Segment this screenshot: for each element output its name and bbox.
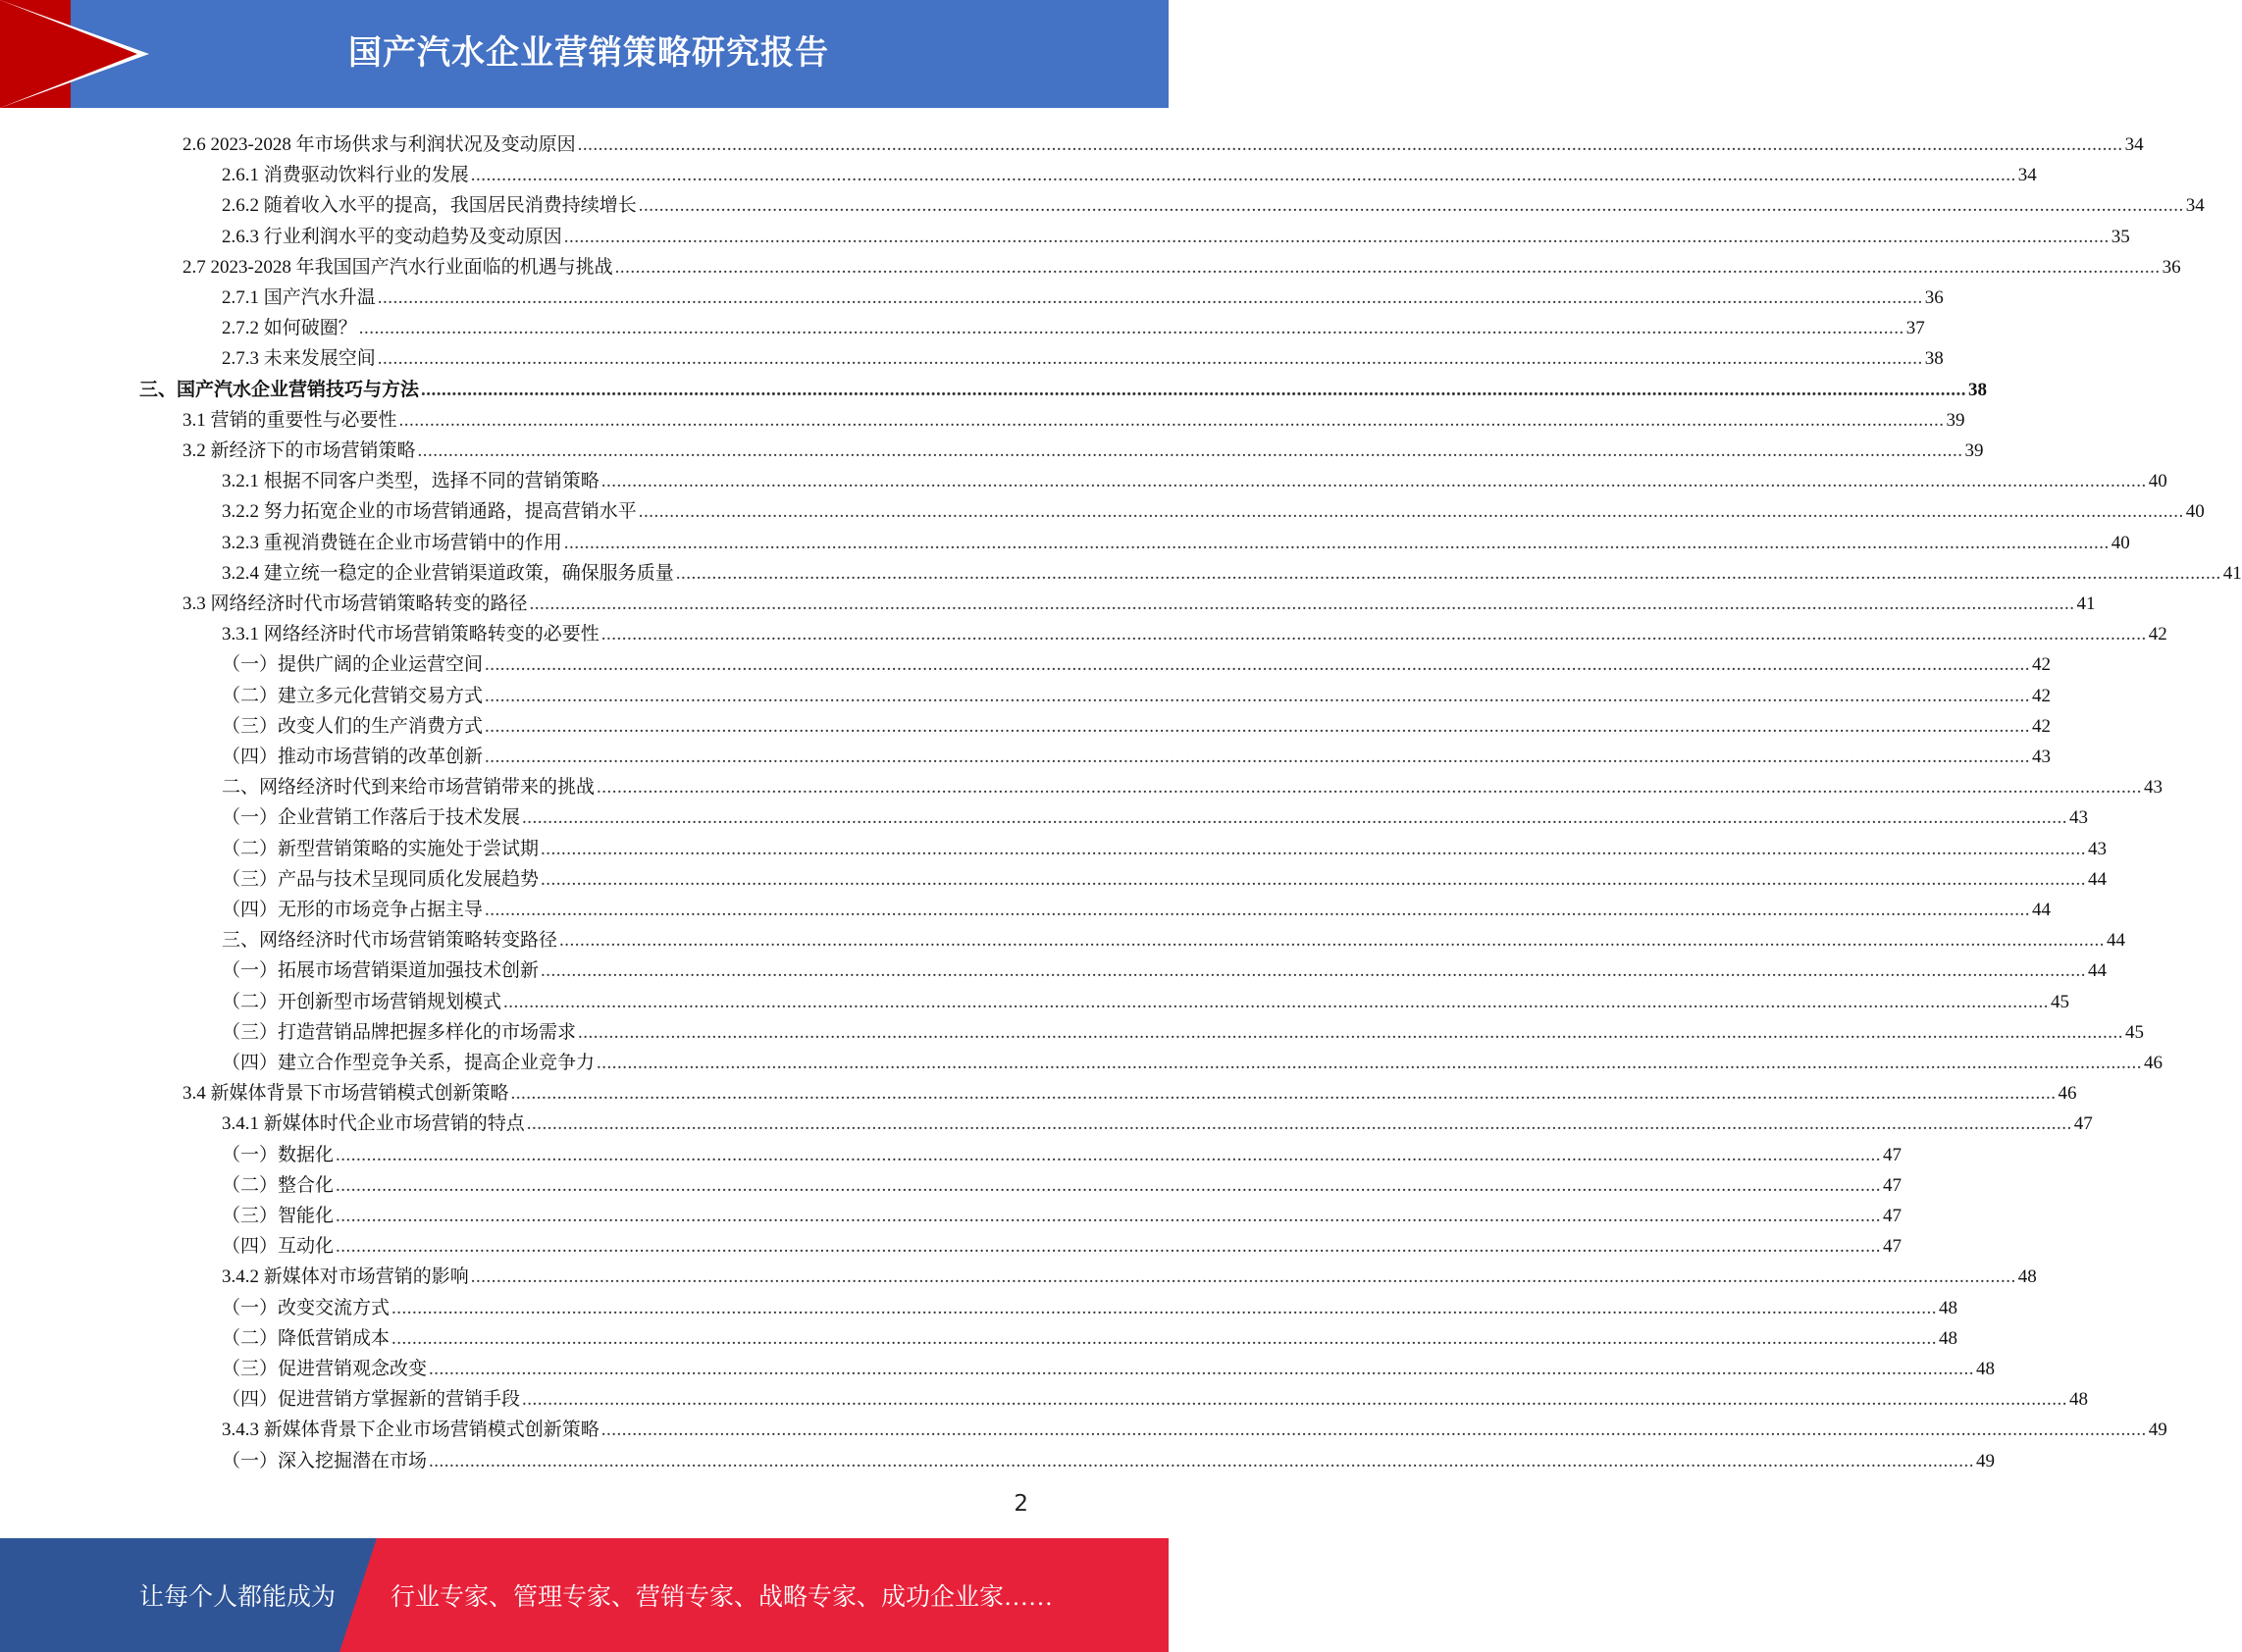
toc-leader-dots: ............................................................................................................................................................................................................................................................................................................ xyxy=(541,868,2087,890)
toc-entry-title: （四）推动市场营销的改革创新 xyxy=(222,747,484,767)
toc-entry-page: 48 xyxy=(1976,1359,1996,1379)
toc-leader-dots: ............................................................................................................................................................................................................................................................................................................ xyxy=(358,318,1904,339)
header-chevron-arrow xyxy=(0,0,137,108)
toc-leader-dots: ............................................................................................................................................................................................................................................................................................................ xyxy=(485,685,2031,706)
toc-entry[interactable] xyxy=(222,645,2052,676)
toc-leader-dots: ............................................................................................................................................................................................................................................................................................................ xyxy=(429,1450,1975,1471)
toc-entry-page: 42 xyxy=(2032,715,2052,737)
toc-entry-page: 44 xyxy=(2032,900,2052,920)
toc-entry-title: （三）产品与技术呈现同质化发展趋势 xyxy=(222,868,540,890)
toc-entry-title: （三）智能化 xyxy=(222,1206,335,1226)
toc-leader-dots: ............................................................................................................................................................................................................................................................................................................ xyxy=(600,471,2147,492)
page-header xyxy=(0,0,1169,108)
toc-entry-page: 36 xyxy=(1924,287,1944,308)
toc-entry-title: 3.2.1 根据不同客户类型，选择不同的营销策略 xyxy=(222,471,600,492)
toc-leader-dots: ............................................................................................................................................................................................................................................................................................................ xyxy=(336,1144,1882,1165)
toc-entry[interactable] xyxy=(182,585,2096,615)
toc-entry-page: 40 xyxy=(2148,471,2167,492)
toc-entry-title: 3.3.1 网络经济时代市场营销策略转变的必要性 xyxy=(222,624,600,645)
toc-leader-dots: ............................................................................................................................................................................................................................................................................................................ xyxy=(485,900,2031,920)
toc-entry-page: 34 xyxy=(2185,195,2205,217)
toc-entry[interactable] xyxy=(222,1319,1958,1350)
toc-leader-dots: ............................................................................................................................................................................................................................................................................................................ xyxy=(391,1327,1938,1349)
toc-entry[interactable] xyxy=(182,401,1965,432)
toc-leader-dots: ............................................................................................................................................................................................................................................................................................................ xyxy=(578,1021,2124,1043)
toc-entry-page: 40 xyxy=(2185,501,2205,523)
toc-entry-page: 48 xyxy=(1939,1327,1958,1349)
toc-entry-title: （二）开创新型市场营销规划模式 xyxy=(222,991,502,1012)
report-title: 国产汽水企业营销策略研究报告 xyxy=(348,33,829,73)
toc-leader-dots: ............................................................................................................................................................................................................................................................................................................ xyxy=(377,287,1923,308)
toc-entry[interactable] xyxy=(222,1350,1996,1380)
toc-entry[interactable] xyxy=(222,156,2037,186)
toc-entry-page: 42 xyxy=(2032,685,2052,706)
toc-entry-page: 43 xyxy=(2032,747,2052,767)
toc-leader-dots: ............................................................................................................................................................................................................................................................................................................ xyxy=(510,1083,2057,1105)
toc-leader-dots: ............................................................................................................................................................................................................................................................................................................ xyxy=(600,624,2147,645)
toc-entry-page: 47 xyxy=(1883,1206,1903,1226)
toc-entry-title: 2.6 2023-2028 年市场供求与利润状况及变动原因 xyxy=(182,134,576,155)
toc-entry-title: （四）互动化 xyxy=(222,1236,335,1258)
toc-entry-title: 3.4.1 新媒体时代企业市场营销的特点 xyxy=(222,1113,525,1135)
toc-entry-title: （三）改变人们的生产消费方式 xyxy=(222,715,484,737)
toc-entry-title: （四）促进营销方掌握新的营销手段 xyxy=(222,1389,521,1411)
toc-entry-title: 三、网络经济时代市场营销策略转变路径 xyxy=(222,930,558,952)
toc-entry[interactable] xyxy=(182,126,2144,156)
toc-entry-page: 34 xyxy=(2124,134,2144,155)
toc-entry[interactable] xyxy=(222,309,1925,339)
toc-entry-title: 3.2.4 建立统一稳定的企业营销渠道政策，确保服务质量 xyxy=(222,562,674,584)
toc-leader-dots: ............................................................................................................................................................................................................................................................................................................ xyxy=(541,960,2087,982)
toc-leader-dots: ............................................................................................................................................................................................................................................................................................................ xyxy=(526,1113,2072,1135)
toc-entry-title: （一）提供广阔的企业运营空间 xyxy=(222,654,484,676)
toc-entry[interactable] xyxy=(222,1227,1903,1258)
toc-entry[interactable] xyxy=(222,1136,1903,1166)
toc-entry[interactable] xyxy=(222,1105,2093,1135)
toc-entry-page: 46 xyxy=(2144,1053,2164,1073)
toc-entry[interactable] xyxy=(182,1074,2077,1105)
toc-entry-page: 38 xyxy=(1968,379,1988,400)
toc-entry-page: 34 xyxy=(2017,165,2037,186)
toc-entry-title: （一）拓展市场营销渠道加强技术创新 xyxy=(222,960,540,982)
toc-entry[interactable] xyxy=(222,860,2108,891)
toc-leader-dots: ............................................................................................................................................................................................................................................................................................................ xyxy=(563,226,2110,247)
toc-leader-dots: ............................................................................................................................................................................................................................................................................................................ xyxy=(559,930,2106,952)
toc-entry-page: 47 xyxy=(1883,1144,1903,1165)
toc-entry[interactable] xyxy=(222,186,2205,217)
toc-entry-title: 2.7.2 如何破圈？ xyxy=(222,318,357,339)
toc-leader-dots: ............................................................................................................................................................................................................................................................................................................ xyxy=(522,807,2068,829)
toc-entry-page: 47 xyxy=(2073,1113,2093,1135)
toc-entry[interactable] xyxy=(222,279,1944,309)
toc-leader-dots: ............................................................................................................................................................................................................................................................................................................ xyxy=(485,747,2031,767)
toc-leader-dots: ............................................................................................................................................................................................................................................................................................................ xyxy=(541,838,2087,859)
toc-entry-title: 2.7.1 国产汽水升温 xyxy=(222,287,376,308)
toc-entry-title: 2.7 2023-2028 年我国国产汽水行业面临的机遇与挑战 xyxy=(182,256,613,278)
toc-leader-dots: ............................................................................................................................................................................................................................................................................................................ xyxy=(377,348,1923,370)
toc-entry-page: 45 xyxy=(2125,1021,2145,1043)
toc-entry-title: （四）无形的市场竞争占据主导 xyxy=(222,900,484,920)
toc-entry[interactable] xyxy=(222,830,2108,860)
toc-entry[interactable] xyxy=(222,1442,1996,1472)
toc-entry[interactable] xyxy=(222,1411,2167,1441)
toc-leader-dots: ............................................................................................................................................................................................................................................................................................................ xyxy=(529,594,2075,614)
toc-entry[interactable] xyxy=(139,371,1988,401)
toc-entry-title: 3.2.2 努力拓宽企业的市场营销通路，提高营销水平 xyxy=(222,501,637,523)
toc-entry-page: 39 xyxy=(1964,440,1984,461)
toc-entry[interactable] xyxy=(222,921,2126,952)
toc-entry-page: 39 xyxy=(1946,409,1965,431)
toc-entry-page: 43 xyxy=(2088,838,2108,859)
toc-entry-title: （二）建立多元化营销交易方式 xyxy=(222,685,484,706)
toc-entry-title: 2.7.3 未来发展空间 xyxy=(222,348,376,370)
toc-entry-title: （四）建立合作型竞争关系，提高企业竞争力 xyxy=(222,1053,596,1073)
toc-entry[interactable] xyxy=(222,462,2167,492)
toc-entry-page: 41 xyxy=(2222,562,2242,584)
toc-entry[interactable] xyxy=(222,554,2242,585)
toc-entry-page: 45 xyxy=(2051,991,2070,1012)
toc-leader-dots: ............................................................................................................................................................................................................................................................................................................ xyxy=(522,1389,2068,1411)
toc-entry[interactable] xyxy=(222,1258,2037,1288)
toc-entry[interactable] xyxy=(182,432,1984,462)
toc-entry-page: 48 xyxy=(1939,1297,1958,1318)
toc-entry[interactable] xyxy=(222,1044,2164,1074)
toc-entry-page: 43 xyxy=(2069,807,2089,829)
toc-entry[interactable] xyxy=(222,524,2130,554)
toc-entry[interactable] xyxy=(222,738,2052,768)
toc-leader-dots: ............................................................................................................................................................................................................................................................................................................ xyxy=(577,134,2123,155)
toc-entry[interactable] xyxy=(222,615,2167,645)
toc-entry[interactable] xyxy=(222,707,2052,738)
toc-entry-title: 二、网络经济时代到来给市场营销带来的挑战 xyxy=(222,777,596,799)
toc-leader-dots: ............................................................................................................................................................................................................................................................................................................ xyxy=(429,1359,1975,1379)
toc-entry-title: （二）新型营销策略的实施处于尝试期 xyxy=(222,838,540,859)
toc-entry-title: （三）打造营销品牌把握多样化的市场需求 xyxy=(222,1021,577,1043)
toc-entry[interactable] xyxy=(222,1380,2089,1411)
toc-leader-dots: ............................................................................................................................................................................................................................................................................................................ xyxy=(597,777,2143,799)
toc-entry-title: 3.2 新经济下的市场营销策略 xyxy=(182,440,416,461)
toc-entry-title: （二）降低营销成本 xyxy=(222,1327,391,1349)
footer-blue-slant xyxy=(339,1538,377,1652)
toc-entry-page: 40 xyxy=(2111,532,2130,553)
toc-entry-title: 3.4.2 新媒体对市场营销的影响 xyxy=(222,1266,469,1288)
toc-entry[interactable] xyxy=(222,799,2089,829)
page-footer xyxy=(0,1538,1169,1652)
toc-entry[interactable] xyxy=(222,218,2130,248)
toc-entry[interactable] xyxy=(222,952,2108,982)
toc-entry-title: 2.6.1 消费驱动饮料行业的发展 xyxy=(222,165,469,186)
toc-entry-page: 47 xyxy=(1883,1174,1903,1196)
toc-entry-page: 42 xyxy=(2148,624,2167,645)
toc-entry-page: 49 xyxy=(2148,1420,2167,1441)
toc-leader-dots: ............................................................................................................................................................................................................................................................................................................ xyxy=(336,1236,1882,1258)
toc-entry[interactable] xyxy=(222,768,2164,799)
toc-leader-dots: ............................................................................................................................................................................................................................................................................................................ xyxy=(638,501,2184,523)
toc-entry-title: 三、国产汽水企业营销技巧与方法 xyxy=(139,379,420,400)
toc-leader-dots: ............................................................................................................................................................................................................................................................................................................ xyxy=(470,165,2016,186)
toc-leader-dots: ............................................................................................................................................................................................................................................................................................................ xyxy=(336,1174,1882,1196)
toc-entry-page: 44 xyxy=(2107,930,2126,952)
toc-entry-page: 48 xyxy=(2017,1266,2037,1288)
toc-leader-dots: ............................................................................................................................................................................................................................................................................................................ xyxy=(417,440,1963,461)
footer-slogan-right: 行业专家、管理专家、营销专家、战略专家、成功企业家…… xyxy=(391,1584,1054,1611)
toc-leader-dots: ............................................................................................................................................................................................................................................................................................................ xyxy=(614,256,2161,278)
toc-entry-title: （三）促进营销观念改变 xyxy=(222,1359,428,1379)
toc-entry-title: （一）深入挖掘潜在市场 xyxy=(222,1450,428,1471)
toc-entry-page: 48 xyxy=(2069,1389,2089,1411)
toc-entry-page: 44 xyxy=(2088,868,2108,890)
toc-entry[interactable] xyxy=(182,248,2181,279)
toc-leader-dots: ............................................................................................................................................................................................................................................................................................................ xyxy=(600,1420,2147,1441)
toc-leader-dots: ............................................................................................................................................................................................................................................................................................................ xyxy=(597,1053,2143,1073)
toc-leader-dots: ............................................................................................................................................................................................................................................................................................................ xyxy=(485,654,2031,676)
toc-entry-page: 49 xyxy=(1976,1450,1996,1471)
toc-entry[interactable] xyxy=(222,983,2070,1013)
toc-entry[interactable] xyxy=(222,1013,2145,1044)
toc-entry[interactable] xyxy=(222,1289,1958,1319)
toc-entry-page: 44 xyxy=(2088,960,2108,982)
toc-entry-page: 43 xyxy=(2144,777,2164,799)
toc-entry-title: 3.2.3 重视消费链在企业市场营销中的作用 xyxy=(222,532,562,553)
toc-entry[interactable] xyxy=(222,1166,1903,1197)
toc-entry-page: 47 xyxy=(1883,1236,1903,1258)
toc-entry[interactable] xyxy=(222,339,1944,370)
toc-entry-title: 3.4.3 新媒体背景下企业市场营销模式创新策略 xyxy=(222,1420,600,1441)
toc-entry[interactable] xyxy=(222,891,2052,921)
toc-entry-title: 2.6.3 行业利润水平的变动趋势及变动原因 xyxy=(222,226,562,247)
toc-entry-page: 41 xyxy=(2076,594,2096,614)
toc-leader-dots: ............................................................................................................................................................................................................................................................................................................ xyxy=(675,562,2221,584)
toc-leader-dots: ............................................................................................................................................................................................................................................................................................................ xyxy=(563,532,2110,553)
toc-entry-title: 2.6.2 随着收入水平的提高，我国居民消费持续增长 xyxy=(222,195,637,217)
toc-entry-page: 42 xyxy=(2032,654,2052,676)
toc-entry[interactable] xyxy=(222,492,2205,523)
toc-entry-page: 37 xyxy=(1905,318,1925,339)
toc-leader-dots: ............................................................................................................................................................................................................................................................................................................ xyxy=(336,1206,1882,1226)
toc-entry-page: 35 xyxy=(2111,226,2130,247)
toc-leader-dots: ............................................................................................................................................................................................................................................................................................................ xyxy=(398,409,1945,431)
toc-entry-page: 46 xyxy=(2058,1083,2077,1105)
toc-leader-dots: ............................................................................................................................................................................................................................................................................................................ xyxy=(638,195,2184,217)
toc-leader-dots: ............................................................................................................................................................................................................................................................................................................ xyxy=(470,1266,2016,1288)
toc-entry-title: 3.4 新媒体背景下市场营销模式创新策略 xyxy=(182,1083,509,1105)
toc-entry-title: （一）企业营销工作落后于技术发展 xyxy=(222,807,521,829)
toc-entry-page: 36 xyxy=(2162,256,2181,278)
page-number: 2 xyxy=(1014,1491,1028,1517)
toc-entry-page: 38 xyxy=(1924,348,1944,370)
toc-entry-title: （一）改变交流方式 xyxy=(222,1297,391,1318)
footer-slogan-left: 让每个人都能成为 xyxy=(139,1584,337,1611)
toc-entry-title: 3.3 网络经济时代市场营销策略转变的路径 xyxy=(182,594,528,614)
toc-leader-dots: ............................................................................................................................................................................................................................................................................................................ xyxy=(421,379,1967,400)
toc-entry-title: 3.1 营销的重要性与必要性 xyxy=(182,409,397,431)
toc-entry[interactable] xyxy=(222,1197,1903,1227)
toc-leader-dots: ............................................................................................................................................................................................................................................................................................................ xyxy=(391,1297,1938,1318)
toc-leader-dots: ............................................................................................................................................................................................................................................................................................................ xyxy=(503,991,2050,1012)
toc-entry-title: （二）整合化 xyxy=(222,1174,335,1196)
toc-leader-dots: ............................................................................................................................................................................................................................................................................................................ xyxy=(485,715,2031,737)
toc-entry-title: （一）数据化 xyxy=(222,1144,335,1165)
toc-entry[interactable] xyxy=(222,677,2052,707)
